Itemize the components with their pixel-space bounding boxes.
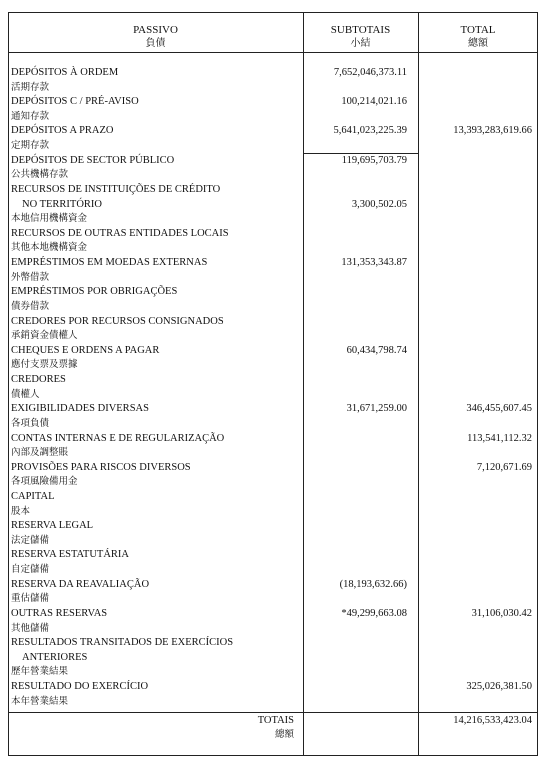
table-row: [8, 227, 538, 242]
row-subtotal: 3,300,502.05: [351, 198, 407, 210]
row-label-zh: 債券借款: [11, 300, 50, 312]
table-row: [8, 505, 538, 520]
row-label: CAPITAL: [11, 490, 55, 502]
row-subtotal: (18,193,632.66): [339, 578, 407, 590]
header-total: [418, 24, 538, 50]
row-subtotal: 119,695,703.79: [341, 154, 407, 166]
table-row: [8, 110, 538, 125]
table-row: [8, 271, 538, 286]
row-label: EXIGIBILIDADES DIVERSAS: [11, 403, 149, 415]
row-label: CHEQUES E ORDENS A PAGAR: [11, 344, 160, 356]
row-label-zh: 本年營業結果: [11, 695, 69, 707]
table-row: [8, 475, 538, 490]
table-row: [8, 183, 538, 198]
table-row: [8, 402, 538, 417]
table-row: [8, 241, 538, 256]
header-total-label-zh: 總額: [468, 38, 488, 49]
table-row: [8, 563, 538, 578]
row-label: RECURSOS DE INSTITUIÇÕES DE CRÉDITO: [11, 183, 221, 195]
row-label-zh: 各項風險備用金: [11, 476, 78, 488]
row-label: RESULTADO DO EXERCÍCIO: [11, 681, 149, 693]
table-row: [8, 285, 538, 300]
row-label-zh: 債權人: [11, 388, 40, 400]
table-row: [8, 534, 538, 549]
row-label: CREDORES: [11, 374, 66, 386]
table-row: [8, 651, 538, 666]
header-divider: [8, 52, 538, 53]
table-row: [8, 548, 538, 563]
totals-value: 14,216,533,423.04: [453, 715, 532, 726]
row-label: CREDORES POR RECURSOS CONSIGNADOS: [11, 315, 224, 327]
row-label-zh: 其他本地機構資金: [11, 242, 88, 254]
row-subtotal: *49,299,663.08: [341, 607, 407, 619]
table-row: [8, 636, 538, 651]
row-label: DEPÓSITOS À ORDEM: [11, 67, 119, 78]
row-subtotal: 60,434,798.74: [346, 344, 407, 356]
table-row: [8, 490, 538, 505]
row-total: 346,455,607.45: [466, 403, 532, 415]
table-row: [8, 519, 538, 534]
row-label: PROVISÕES PARA RISCOS DIVERSOS: [11, 461, 191, 473]
header-subtotais-label: SUBTOTAIS: [330, 24, 391, 36]
row-subtotal: 131,353,343.87: [341, 257, 407, 269]
table-row: [8, 695, 538, 710]
totals-row-zh: [8, 728, 538, 743]
table-row: [8, 461, 538, 476]
row-label: RESERVA DA REAVALIAÇÃO: [11, 578, 150, 590]
row-label: OUTRAS RESERVAS: [11, 607, 108, 619]
row-label: DEPÓSITOS A PRAZO: [11, 125, 114, 137]
totals-divider: [8, 712, 538, 713]
row-total: 7,120,671.69: [476, 461, 532, 473]
table-row: [8, 358, 538, 373]
row-total: 325,026,381.50: [466, 681, 532, 693]
row-label-zh: 其他儲備: [11, 622, 50, 634]
row-label-zh: 重估儲備: [11, 593, 50, 605]
table-row: [8, 124, 538, 139]
table-row: [8, 417, 538, 432]
table-row: [8, 66, 538, 81]
row-label: ANTERIORES: [22, 651, 88, 663]
row-label: RESULTADOS TRANSITADOS DE EXERCÍCIOS: [11, 637, 234, 649]
table-row: [8, 680, 538, 695]
row-label: NO TERRITÓRIO: [22, 198, 103, 210]
row-label-zh: 公共機構存款: [11, 169, 69, 181]
row-label-zh: 法定儲備: [11, 534, 50, 546]
row-label-zh: 股本: [11, 505, 31, 517]
row-label-zh: 外幣借款: [11, 271, 50, 283]
table-row: [8, 388, 538, 403]
row-label-zh: 定期存款: [11, 140, 50, 152]
totals-row: [8, 714, 538, 729]
table-row: [8, 578, 538, 593]
row-label: RECURSOS DE OUTRAS ENTIDADES LOCAIS: [11, 227, 229, 239]
row-label: RESERVA LEGAL: [11, 520, 94, 532]
header-passivo: [8, 24, 303, 50]
row-label-zh: 承銷資金債權人: [11, 330, 78, 342]
row-label: DEPÓSITOS C / PRÉ-AVISO: [11, 96, 139, 108]
row-label-zh: 自定儲備: [11, 564, 50, 576]
table-row: [8, 373, 538, 388]
table-row: [8, 139, 538, 154]
row-label-zh: 歷年營業結果: [11, 666, 69, 678]
table-row: [8, 315, 538, 330]
row-total: 113,541,112.32: [467, 432, 532, 444]
totals-label: TOTAIS: [257, 715, 294, 726]
table-row: [8, 329, 538, 344]
row-label: EMPRÉSTIMOS POR OBRIGAÇÕES: [11, 286, 178, 298]
row-label-zh: 本地信用機構資金: [11, 213, 88, 225]
table-row: [8, 592, 538, 607]
table-row: [8, 344, 538, 359]
row-label: CONTAS INTERNAS E DE REGULARIZAÇÃO: [11, 432, 225, 444]
table-row: [8, 212, 538, 227]
table-row: [8, 446, 538, 461]
row-label-zh: 活期存款: [11, 81, 50, 93]
row-subtotal: 5,641,023,225.39: [333, 125, 407, 137]
totals-label-zh: 總額: [274, 729, 294, 740]
row-label: DEPÓSITOS DE SECTOR PÚBLICO: [11, 154, 175, 166]
table-row: [8, 665, 538, 680]
header-subtotais: [303, 24, 418, 50]
row-subtotal: 100,214,021.16: [341, 96, 407, 108]
row-label-zh: 通知存款: [11, 110, 50, 122]
balance-sheet-liabilities: [8, 12, 538, 756]
row-subtotal: 7,652,046,373.11: [333, 67, 407, 78]
row-label: RESERVA ESTATUTÁRIA: [11, 549, 130, 561]
table-row: [8, 168, 538, 183]
row-label-zh: 內部及調整賬: [11, 447, 69, 459]
table-row: [8, 81, 538, 96]
table-row: [8, 256, 538, 271]
header-passivo-label-zh: 負債: [145, 38, 166, 49]
header-subtotais-label-zh: 小結: [350, 38, 371, 49]
table-row: [8, 300, 538, 315]
row-total: 31,106,030.42: [471, 607, 532, 619]
table-row: [8, 432, 538, 447]
table-row: [8, 95, 538, 110]
header-passivo-label: PASSIVO: [133, 24, 178, 36]
row-subtotal: 31,671,259.00: [346, 403, 407, 415]
table-row: [8, 154, 538, 169]
row-label-zh: 各項負債: [11, 417, 50, 429]
table-row: [8, 622, 538, 637]
table-row: [8, 607, 538, 622]
row-label-zh: 應付支票及票據: [11, 359, 78, 371]
row-total: 13,393,283,619.66: [453, 125, 532, 137]
header-total-label: TOTAL: [460, 24, 496, 36]
row-label: EMPRÉSTIMOS EM MOEDAS EXTERNAS: [11, 257, 208, 269]
table-row: [8, 198, 538, 213]
